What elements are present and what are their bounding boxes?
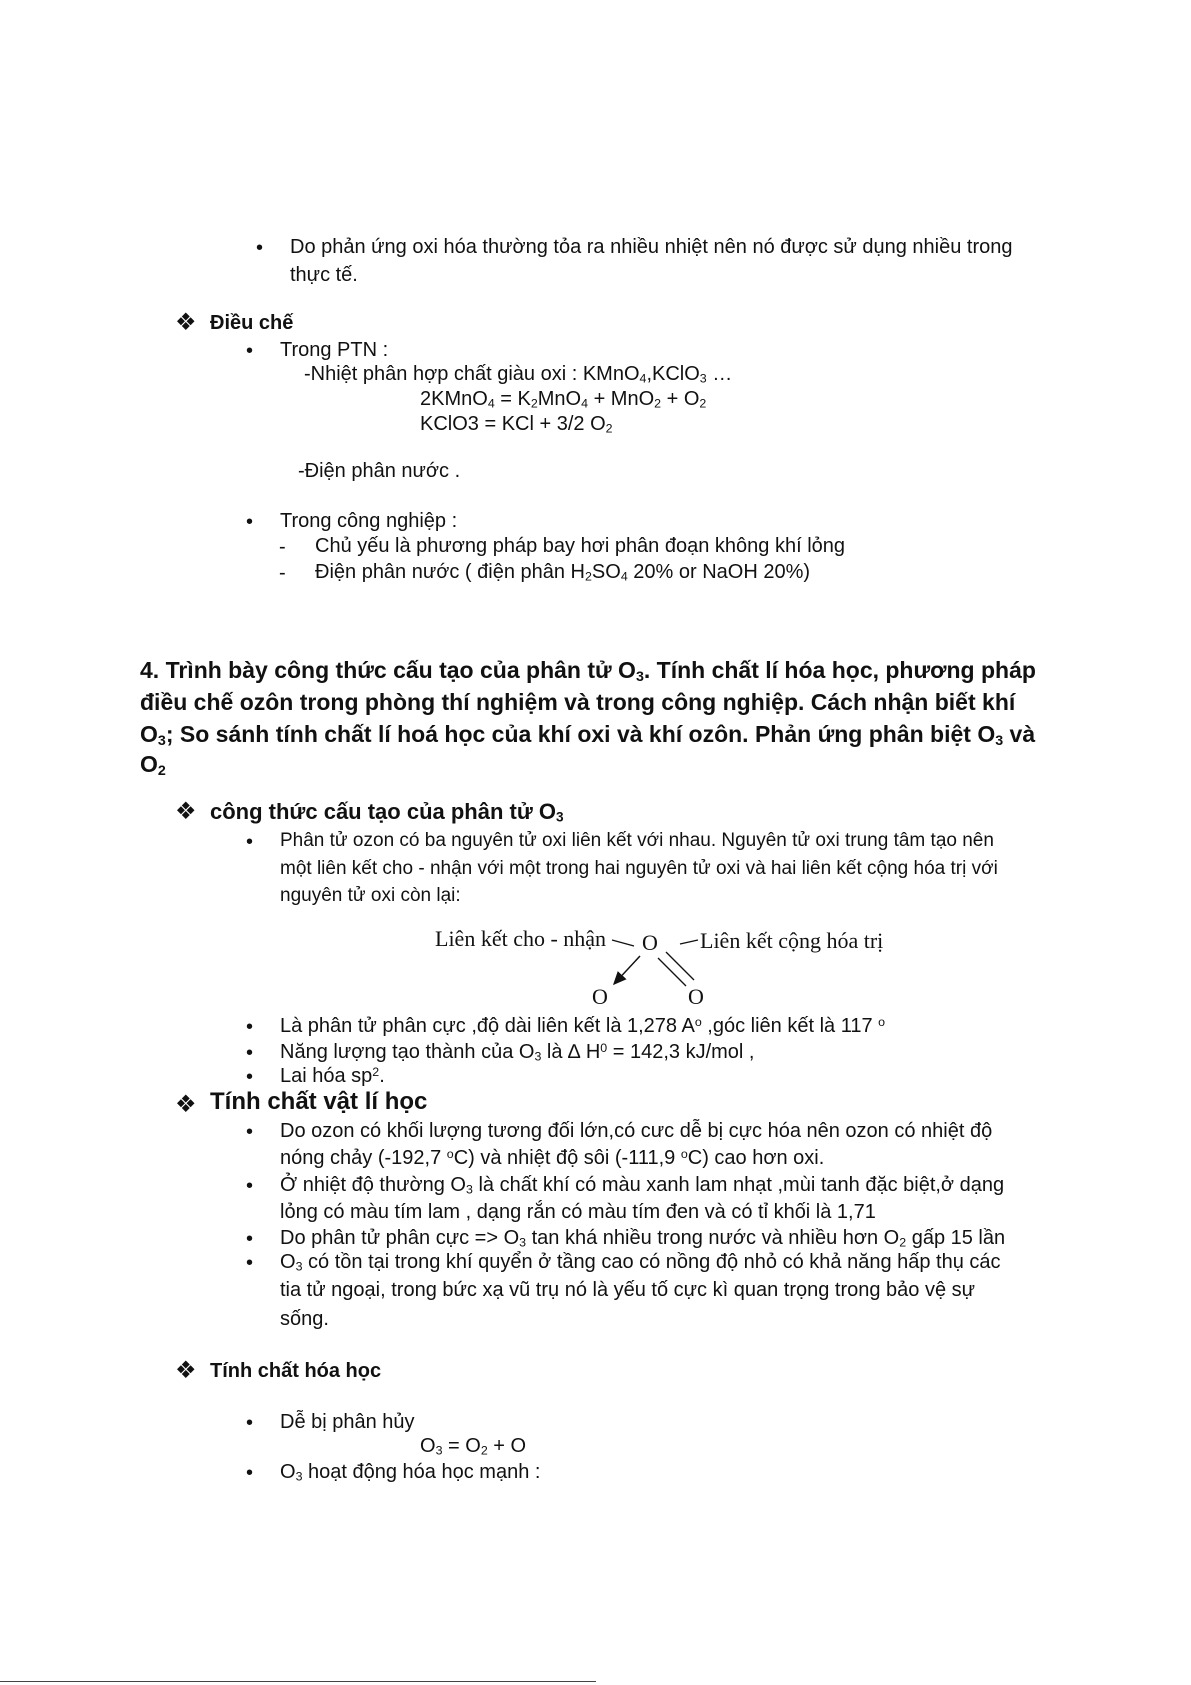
equation-o3-decomposition: $O_3 = O_2 + O$	[420, 1435, 527, 1458]
physical-b2-line1: Ở nhiệt độ thường $O_3$ là chất khí có màu xanh lam nhạt ,mùi tanh đặc biệt,ở dạng	[280, 1174, 1005, 1197]
bullet-icon: •	[246, 1016, 254, 1038]
figure-label-dative-bond: Liên kết cho - nhận	[435, 926, 607, 951]
bullet-icon: •	[246, 1252, 254, 1274]
lab-method1: -Nhiệt phân hợp chất giàu oxi : KMnO$_4$,KClO$_3$ …	[304, 363, 733, 386]
bullet-icon: •	[246, 1412, 254, 1434]
bullet-icon: •	[246, 831, 254, 853]
structure-b2: Là phân tử phân cực ,độ dài liên kết là 1,278 $A^o$ ,góc liên kết là 117 $^o$	[280, 1014, 886, 1037]
figure-atom-right: O	[688, 984, 704, 1009]
chemical-heading: Tính chất hóa học	[210, 1360, 382, 1382]
physical-b4-line1: $O_3$ có tồn tại trong khí quyển ở tầng cao có nồng độ nhỏ có khả năng hấp thụ các	[280, 1251, 1001, 1274]
ozone-structure-figure	[430, 920, 895, 1010]
industry-label: Trong công nghiệp :	[280, 510, 458, 532]
bullet-icon: •	[246, 1042, 254, 1064]
dieu-che-heading: Điều chế	[210, 312, 294, 334]
physical-b1-line2: nóng chảy (-192,7 $^o$C) và nhiệt độ sôi (-111,9 $^o$C) cao hơn oxi.	[280, 1146, 825, 1169]
diamond-bullet-icon: ❖	[175, 309, 197, 336]
physical-b4-line3: sống.	[280, 1308, 329, 1330]
physical-heading: Tính chất vật lí học	[210, 1088, 428, 1115]
equation-kmno4: 2KMnO$_4$ = $K_2MnO_4 + MnO_2 + O_2$	[420, 388, 707, 411]
diamond-bullet-icon: ❖	[175, 1091, 197, 1118]
bullet-icon: •	[246, 1228, 254, 1250]
industry-item1: Chủ yếu là phương pháp bay hơi phân đoạn không khí lỏng	[315, 535, 846, 557]
bullet-icon: •	[246, 1175, 254, 1197]
bullet-icon: •	[246, 1121, 254, 1143]
figure-central-atom: O	[642, 930, 658, 955]
physical-b1-line1: Do ozon có khối lượng tương đối lớn,có cưc dễ bị cực hóa nên ozon có nhiệt độ	[280, 1120, 993, 1142]
dash-bullet: -	[279, 536, 286, 558]
diamond-bullet-icon: ❖	[175, 1357, 197, 1384]
bond-lines	[430, 920, 895, 1010]
structure-p3: nguyên tử oxi còn lại:	[280, 885, 461, 906]
chemical-b1: Dễ bị phân hủy	[280, 1411, 415, 1433]
bullet-icon: •	[256, 237, 264, 259]
structure-p2: một liên kết cho - nhận với một trong hai nguyên tử oxi và hai liên kết cộng hóa trị với	[280, 858, 998, 879]
figure-label-covalent-bond: Liên kết cộng hóa trị	[700, 928, 884, 953]
question4-line1: 4. Trình bày công thức cấu tạo của phân tử $O_3$. Tính chất lí hóa học, phương pháp	[140, 657, 1036, 685]
physical-b4-line2: tia tử ngoại, trong bức xạ vũ trụ nó là yếu tố cực kì quan trọng trong bảo vệ sự	[280, 1279, 976, 1301]
lab-method2: -Điện phân nước .	[298, 460, 461, 482]
figure-leader-right	[680, 940, 698, 944]
physical-b3: Do phân tử phân cực => $O_3$ tan khá nhiều trong nước và nhiều hơn $O_2$ gấp 15 lần	[280, 1227, 1006, 1250]
top-note-line2: thực tế.	[290, 264, 358, 286]
question4-line4: $O_2$	[140, 751, 166, 779]
dash-bullet: -	[279, 562, 286, 584]
bullet-icon: •	[246, 1066, 254, 1088]
chemical-b2: $O_3$ hoạt động hóa học mạnh :	[280, 1461, 541, 1484]
industry-item2: Điện phân nước ( điện phân $H_2SO_4$ 20% or NaOH 20%)	[315, 561, 811, 584]
figure-atom-left: O	[592, 984, 608, 1009]
bullet-icon: •	[246, 1462, 254, 1484]
dative-bond-arrow	[614, 956, 640, 984]
lab-label: Trong PTN :	[280, 339, 389, 361]
equation-kclo3: KClO3 = KCl + 3/2 $O_2$	[420, 413, 613, 436]
double-bond-line1	[658, 958, 686, 986]
question4-line2: điều chế ozôn trong phòng thí nghiệm và trong công nghiệp. Cách nhận biết khí	[140, 689, 1016, 715]
bullet-icon: •	[246, 340, 254, 362]
top-note-line1: Do phản ứng oxi hóa thường tỏa ra nhiều nhiệt nên nó được sử dụng nhiều trong	[290, 236, 1013, 258]
figure-leader-left	[612, 940, 634, 946]
structure-p1: Phân tử ozon có ba nguyên tử oxi liên kết với nhau. Nguyên tử oxi trung tâm tạo nên	[280, 830, 994, 851]
physical-b2-line2: lỏng có màu tím lam , dạng rắn có màu tím đen và có tỉ khối là 1,71	[280, 1201, 876, 1223]
diamond-bullet-icon: ❖	[175, 798, 197, 825]
question4-line3: $O_3$; So sánh tính chất lí hoá học của khí oxi và khí ozôn. Phản ứng phân biệt $O_3$ và	[140, 721, 1036, 749]
structure-b3: Năng lượng tạo thành của $O_3$ là ∆ $H^0 = 142,3$ kJ/mol ,	[280, 1040, 755, 1064]
structure-heading: công thức cấu tạo của phân tử $O_3$	[210, 799, 564, 825]
double-bond-line2	[666, 952, 694, 980]
bullet-icon: •	[246, 511, 254, 533]
bottom-rule	[0, 1681, 596, 1682]
structure-b4: Lai hóa $sp^2$.	[280, 1064, 385, 1087]
